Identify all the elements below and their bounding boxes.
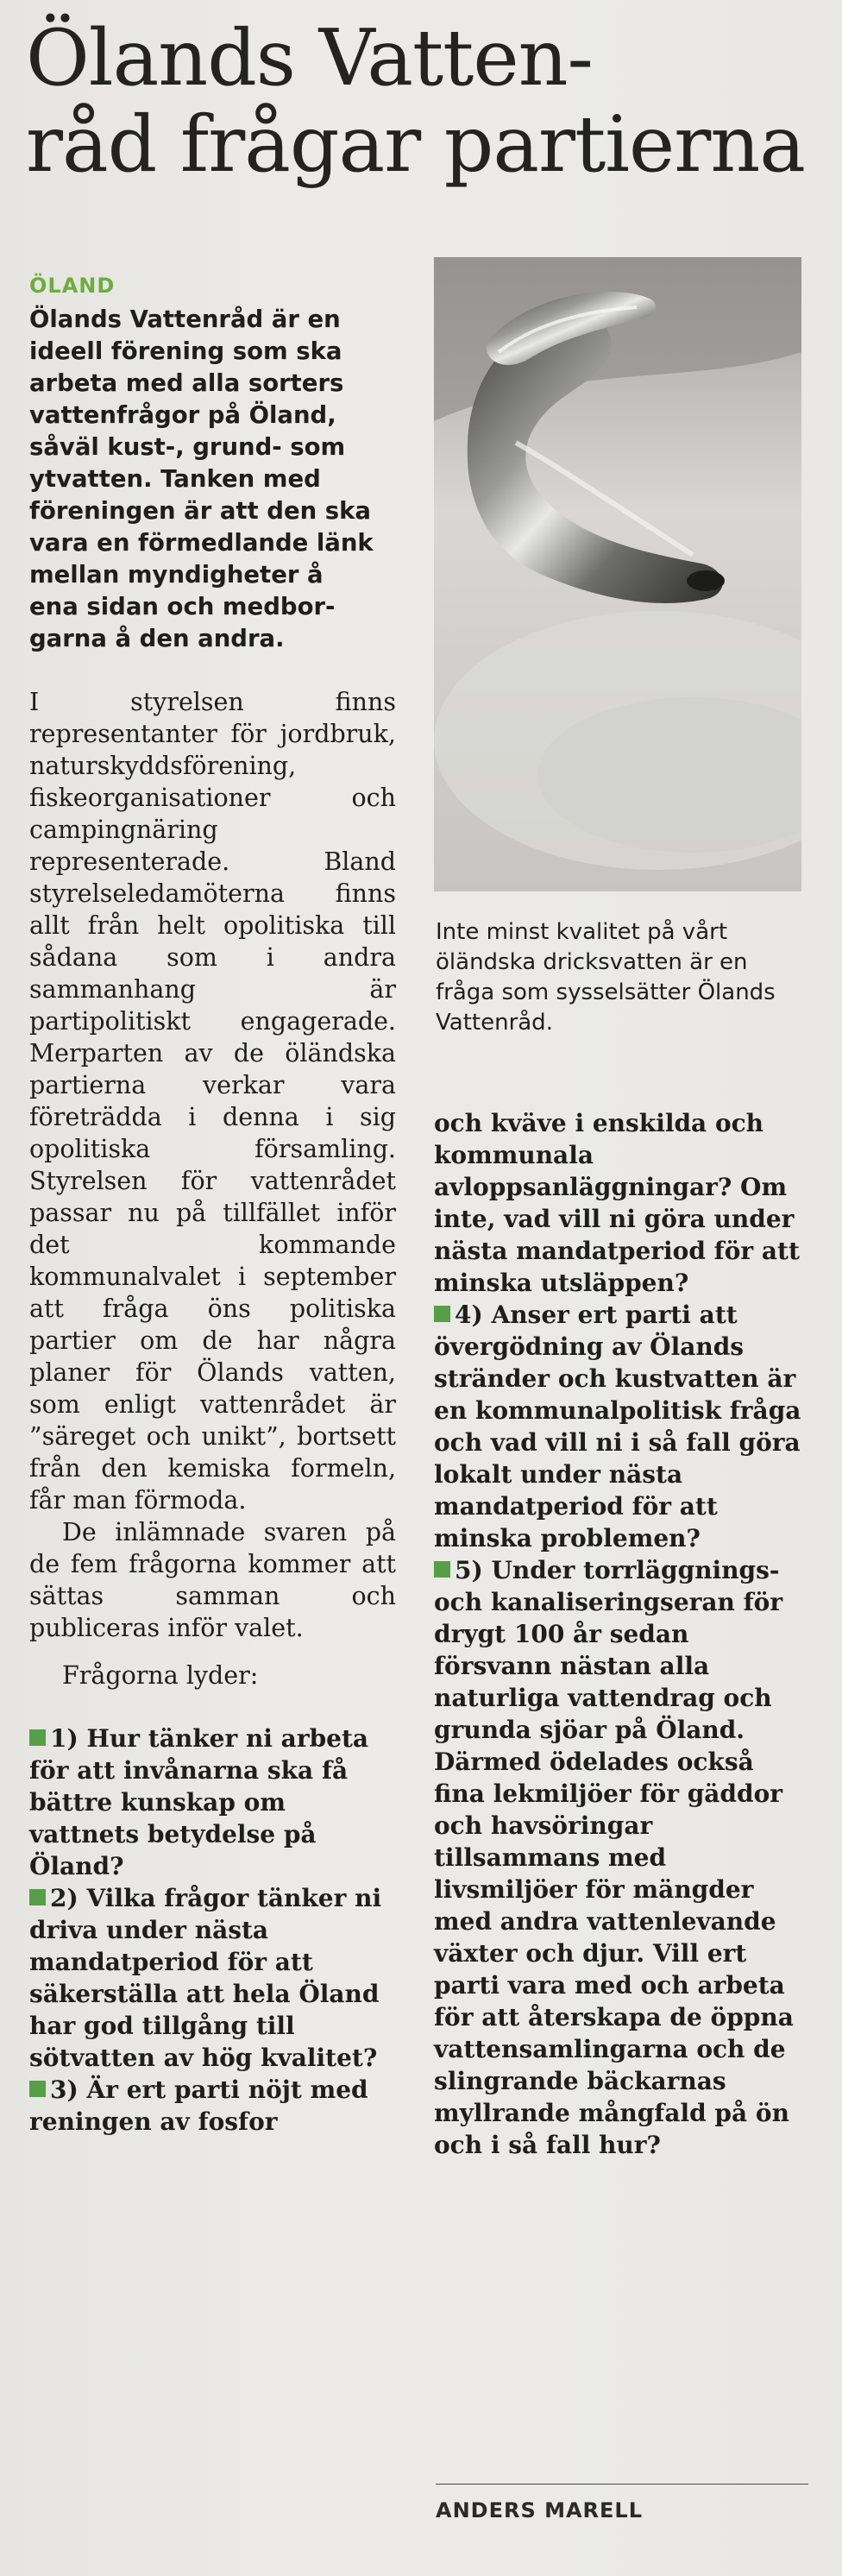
lead-line: såväl kust-, grund- som xyxy=(29,433,346,461)
question-text: 5) Under torrläggnings- och kanaliseringseran för drygt 100 år sedan försvann nästan alla naturliga vattendrag och grunda sjöar på Öland. Därmed ödelades också fina lekmiljöer för gäddor och havsöringar tillsammans med livsmiljöer för mängder med andra vattenlevande växter och djur. Vill ert parti vara med och arbeta för att återskapa de öppna vattensamlingarna och de slingrande bäckarnas myllrande mångfald på ön och i så fall hur? xyxy=(434,1556,794,2159)
right-column xyxy=(434,1107,805,2161)
lead-line: vattenfrågor på Öland, xyxy=(29,401,336,429)
question-text: 1) Hur tänker ni arbeta för att invånarna ska få bättre kunskap om vattnets betydelse på Öland? xyxy=(29,1724,369,1880)
headline-line-1: Ölands Vatten- xyxy=(26,13,593,104)
lead-line: garna å den andra. xyxy=(29,625,285,652)
photo-caption: Inte minst kvalitet på vårt öländska dricksvatten är en fråga som sysselsätter Ölands Vattenråd. xyxy=(436,919,776,1036)
lead-line: föreningen är att den ska xyxy=(29,497,371,525)
faucet-photo-illustration xyxy=(434,257,801,891)
question-text: 3) Är ert parti nöjt med reningen av fosfor xyxy=(29,2075,368,2136)
lead-line: ideell förening som ska xyxy=(29,337,342,365)
byline-divider xyxy=(436,2484,808,2485)
lead-line: vara en förmedlande länk xyxy=(29,529,374,557)
question-item xyxy=(29,2074,396,2138)
left-column xyxy=(29,304,396,2138)
lead-line: ytvatten. Tanken med xyxy=(29,465,321,493)
question-item xyxy=(29,1723,396,1882)
body-paragraph: I styrelsen finns representanter för jordbruk, naturskyddsförening, fiskeorganisationer och campingnäring representerade. Bland styrelseledamöterna finns allt från helt opolitiska till sådana som i andra sammanhang är partipolitiskt engagerade. Merparten av de öländska partierna verkar vara företrädda i denna i sig opolitiska församling. Styrelsen för vattenrådet passar nu på tillfället inför det kommande kommunalvalet i september att fråga öns politiska partier om de har några planer för Ölands vatten, som enligt vattenrådet är ”säreget och unikt”, bortsett från den kemiska formeln, får man förmoda. xyxy=(29,688,396,1515)
lead-line: mellan myndigheter å xyxy=(29,561,324,589)
green-square-bullet-icon xyxy=(434,1306,450,1322)
headline xyxy=(26,13,820,190)
question-item xyxy=(434,1554,805,2161)
lead-line: Ölands Vattenråd är en xyxy=(29,305,341,333)
green-square-bullet-icon xyxy=(434,1561,450,1578)
question-item xyxy=(434,1299,805,1554)
kicker-location: ÖLAND xyxy=(29,274,116,298)
faucet-photo xyxy=(434,257,801,891)
lead-line: arbeta med alla sorters xyxy=(29,369,344,397)
byline: ANDERS MARELL xyxy=(436,2498,644,2522)
question-text: 4) Anser ert parti att övergödning av Ölands stränder och kustvatten är en kommunalpolitisk fråga och vad vill ni i så fall göra lokalt under nästa mandatperiod för att minska problemen? xyxy=(434,1301,801,1553)
green-square-bullet-icon xyxy=(29,2081,46,2097)
green-square-bullet-icon xyxy=(29,1729,46,1746)
lead-paragraph xyxy=(29,304,396,655)
question-text: 2) Vilka frågor tänker ni driva under nästa mandatperiod för att säkerställa att hela Öland har god tillgång till sötvatten av hög kvalitet? xyxy=(29,1884,382,2072)
question-continuation: och kväve i enskilda och kommunala avloppsanläggningar? Om inte, vad vill ni göra under nästa mandatperiod för att minska utsläppen? xyxy=(434,1109,800,1297)
lead-line: ena sidan och medbor- xyxy=(29,593,336,620)
green-square-bullet-icon xyxy=(29,1889,46,1905)
headline-line-2: råd frågar partierna xyxy=(26,99,805,190)
questions-intro: Frågorna lyder: xyxy=(62,1661,259,1690)
question-item xyxy=(29,1882,396,2074)
body-paragraph: De inlämnade svaren på de fem frågorna kommer att sättas samman och publiceras inför valet. xyxy=(29,1518,396,1642)
